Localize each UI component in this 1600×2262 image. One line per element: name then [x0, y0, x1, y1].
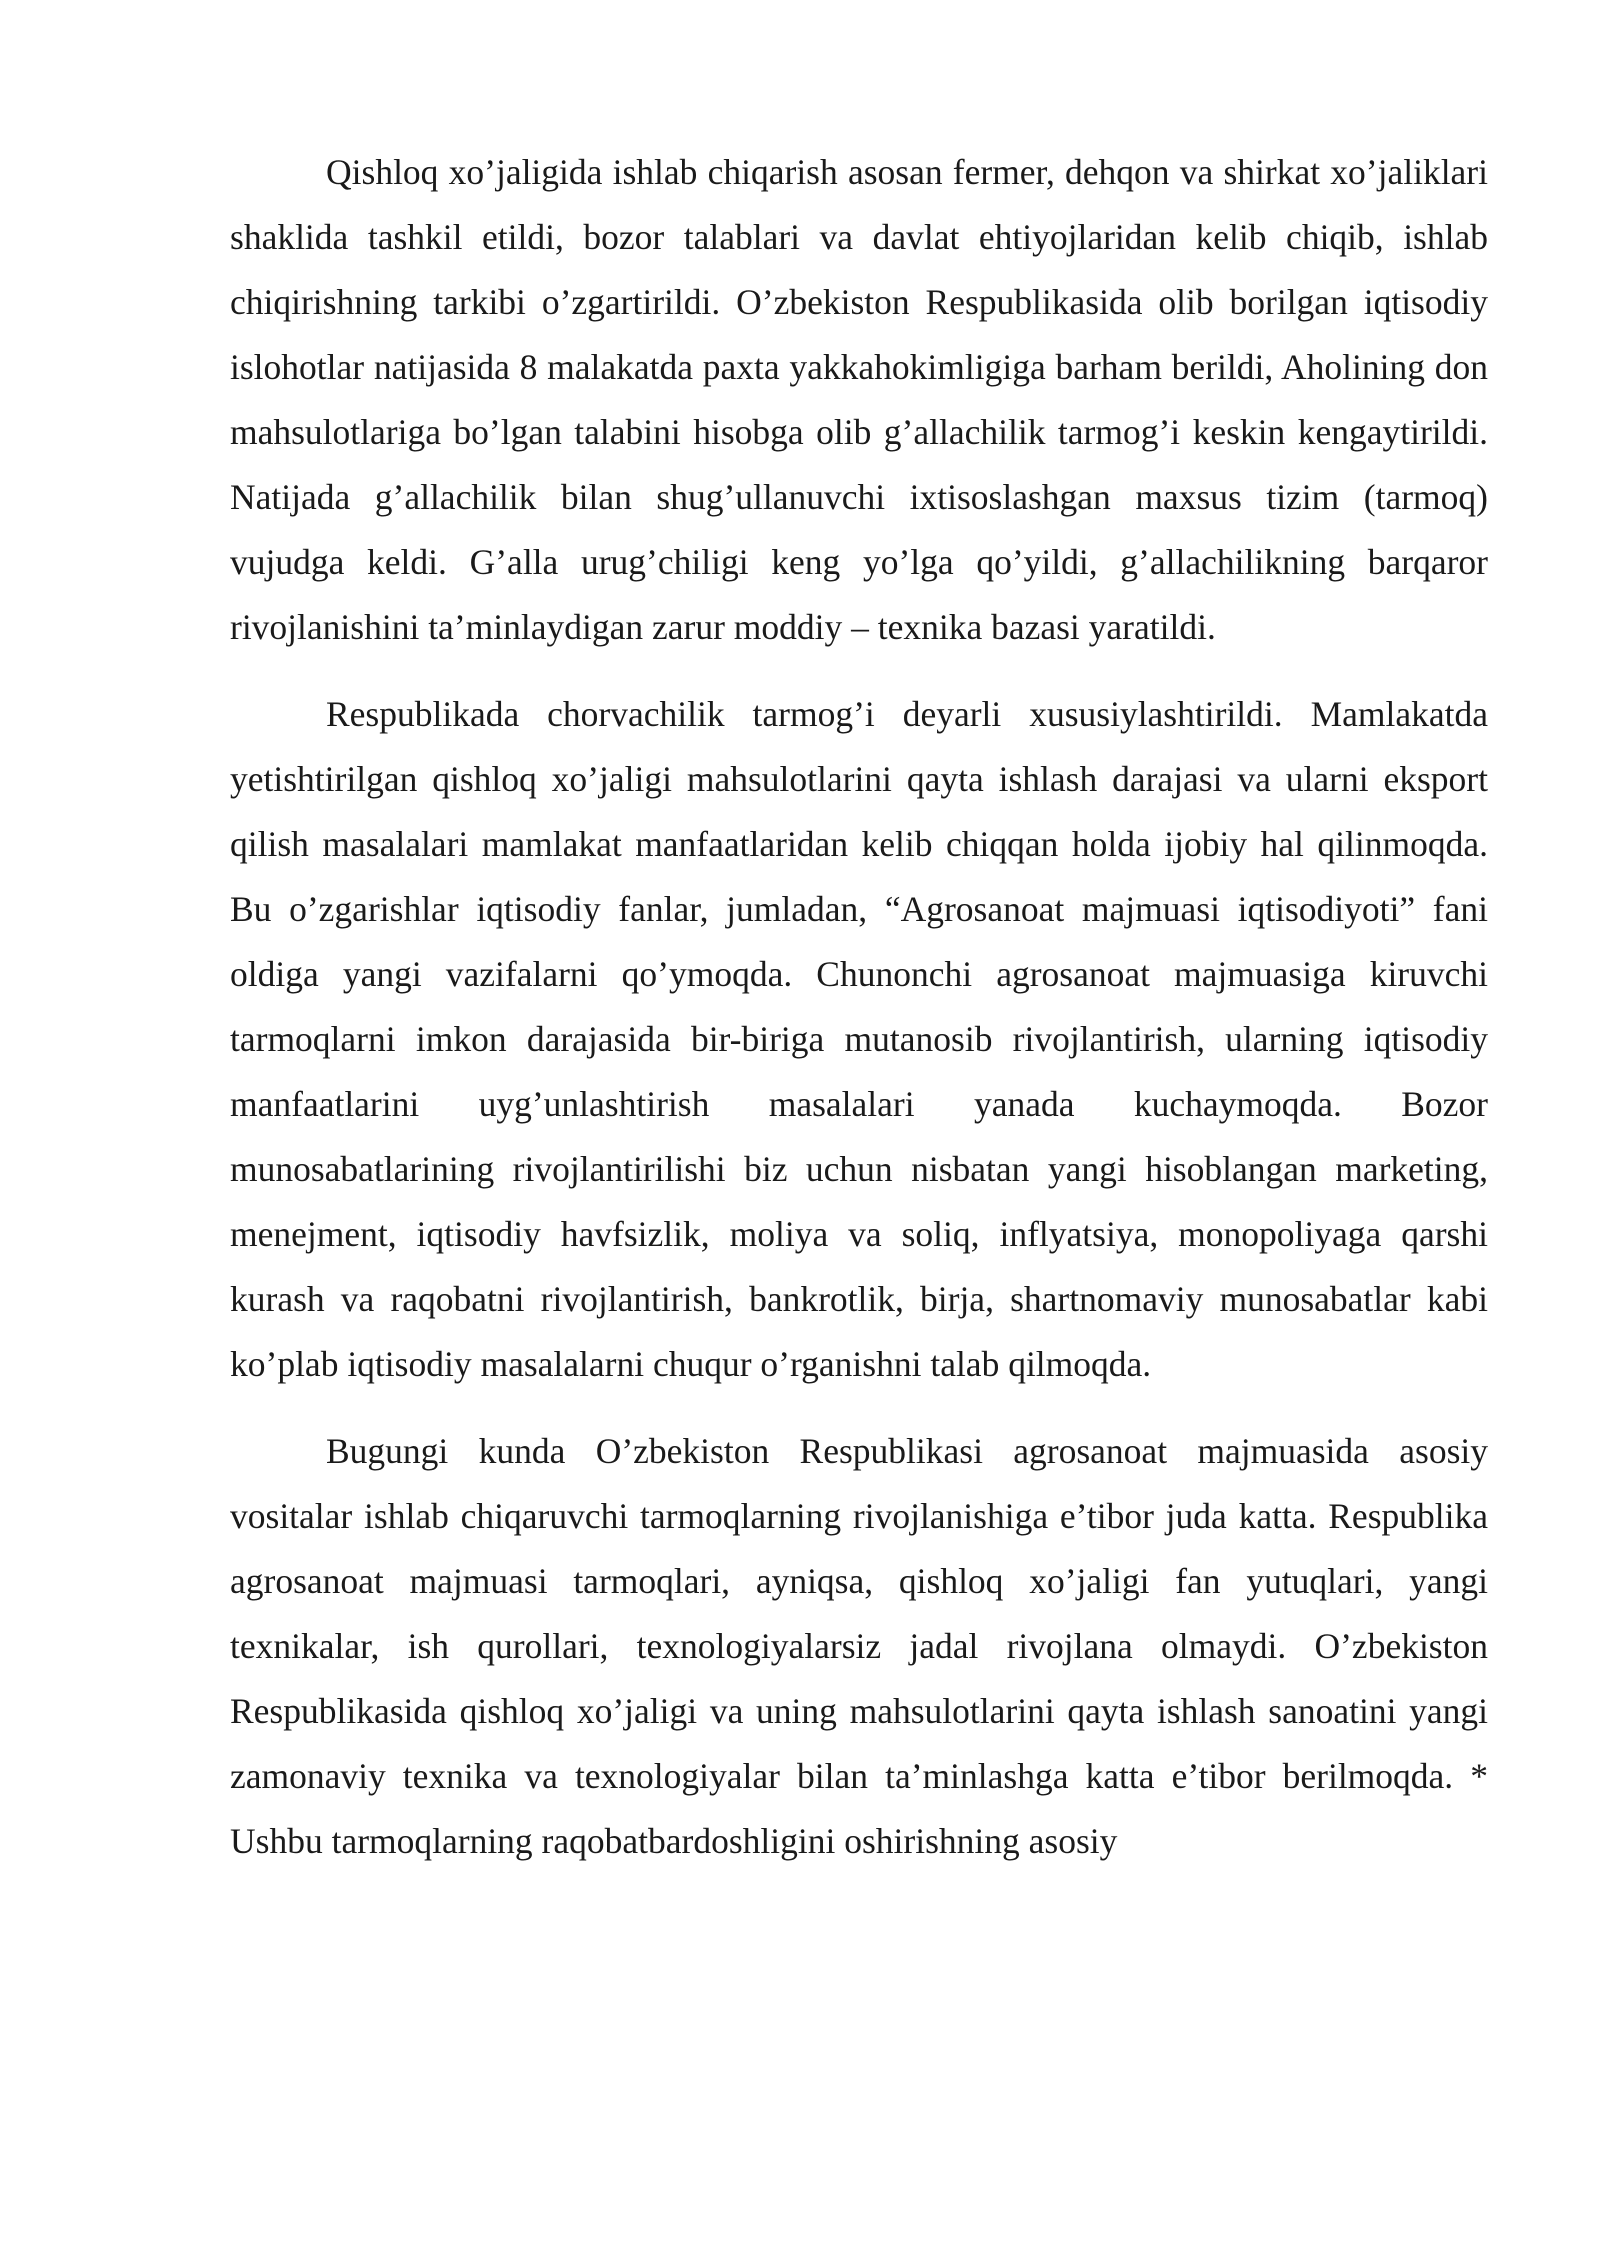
document-body: [230, 140, 1488, 1896]
paragraph-3: Bugungi kunda O’zbekiston Respublikasi agrosanoat majmuasida asosiy vositalar ishlab chiqaruvchi tarmoqlarning rivojlanishiga e’tibor juda katta. Respublika agrosanoat majmuasi tarmoqlari, ayniqsa, qishloq xo’jaligi fan yutuqlari, yangi texnikalar, ish qurollari, texnologiyalarsiz jadal rivojlana olmaydi. O’zbekiston Respublikasida qishloq xo’jaligi va uning mahsulotlarini qayta ishlash sanoatini yangi zamonaviy texnika va texnologiyalar bilan ta’minlashga katta e’tibor berilmoqda. * Ushbu tarmoqlarning raqobatbardoshligini oshirishning asosiy: [230, 1431, 1488, 1861]
paragraph-1: Qishloq xo’jaligida ishlab chiqarish asosan fermer, dehqon va shirkat xo’jaliklari shaklida tashkil etildi, bozor talablari va davlat ehtiyojlaridan kelib chiqib, ishlab chiqirishning tarkibi o’zgartirildi. O’zbekiston Respublikasida olib borilgan iqtisodiy islohotlar natijasida 8 malakatda paxta yakkahokimligiga barham berildi, Aholining don mahsulotlariga bo’lgan talabini hisobga olib g’allachilik tarmog’i keskin kengaytirildi. Natijada g’allachilik bilan shug’ullanuvchi ixtisoslashgan maxsus tizim (tarmoq) vujudga keldi. G’alla urug’chiligi keng yo’lga qo’yildi, g’allachilikning barqaror rivojlanishini ta’minlaydigan zarur moddiy – texnika bazasi yaratildi.: [230, 152, 1488, 647]
paragraph-2: Respublikada chorvachilik tarmog’i deyarli xususiylashtirildi. Mamlakatda yetishtirilgan qishloq xo’jaligi mahsulotlarini qayta ishlash darajasi va ularni eksport qilish masalalari mamlakat manfaatlaridan kelib chiqqan holda ijobiy hal qilinmoqda. Bu o’zgarishlar iqtisodiy fanlar, jumladan, “Agrosanoat majmuasi iqtisodiyoti” fani oldiga yangi vazifalarni qo’ymoqda. Chunonchi agrosanoat majmuasiga kiruvchi tarmoqlarni imkon darajasida bir-biriga mutanosib rivojlantirish, ularning iqtisodiy manfaatlarini uyg’unlashtirish masalalari yanada kuchaymoqda. Bozor munosabatlarining rivojlantirilishi biz uchun nisbatan yangi hisoblangan marketing, menejment, iqtisodiy havfsizlik, moliya va soliq, inflyatsiya, monopoliyaga qarshi kurash va raqobatni rivojlantirish, bankrotlik, birja, shartnomaviy munosabatlar kabi ko’plab iqtisodiy masalalarni chuqur o’rganishni talab qilmoqda.: [230, 694, 1488, 1384]
